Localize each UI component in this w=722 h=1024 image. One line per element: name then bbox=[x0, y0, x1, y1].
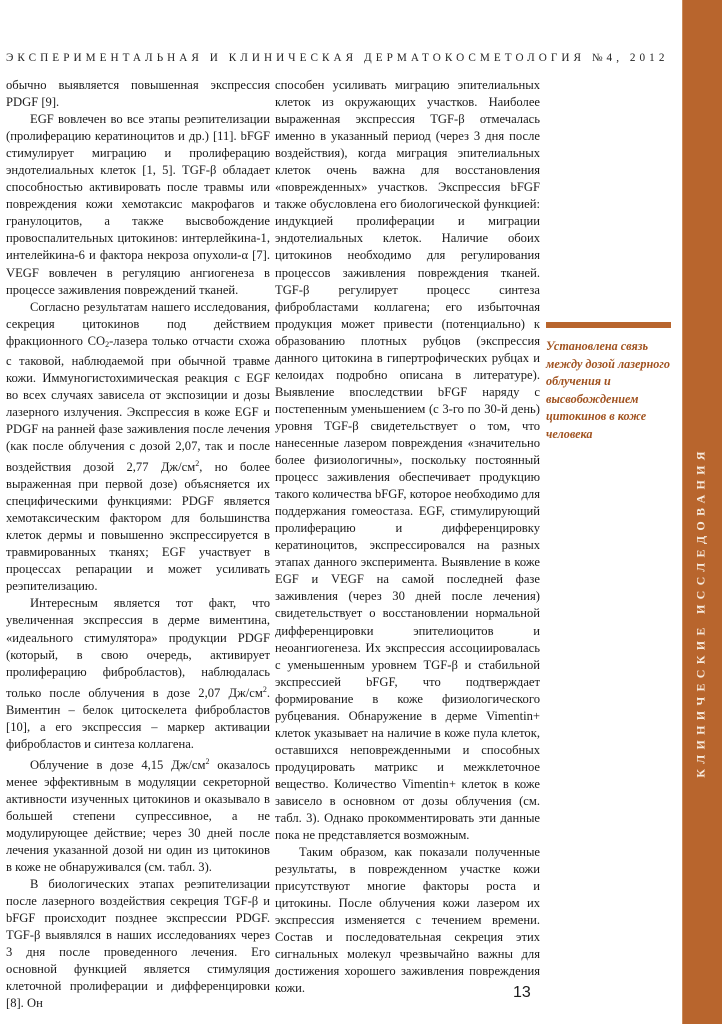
text-run: , но более выраженная при первой дозе) объясняется их специфическими функциями: PDGF является хемотаксическим фактором для большинства клеток дермы и повышенно экспрессируется в травмированных тканях; EGF участвует в процессах репарации и может усиливать реэпителизацию. bbox=[6, 460, 270, 594]
paragraph bbox=[6, 299, 270, 596]
text-run: оказалось менее эффективным в модуляции секреторной активности изученных цитокинов и оказывало в большей степени супрессивное, а не модулирующее действие; через 30 дней после лечения указанной дозой ни один из цитокинов в коже не обнаруживался (см. табл. 3). bbox=[6, 757, 270, 875]
superscript: 2 bbox=[262, 684, 267, 694]
paragraph: EGF вовлечен во все этапы реэпителизации (пролиферацию кератиноцитов и др.) [11]. bFGF стимулирует миграцию и пролиферацию эндотелиальных клеток [1, 5]. TGF-β обладает способностью активировать после травмы или повреждения кожи хемотаксис макрофагов и гранулоцитов, а также высвобождение провоспалительных цитокинов: интерлейкина-1, интелейкина-6 и фактора некроза опухоли-α [7]. VEGF вовлечен в регуляцию ангиогенеза в процессе заживления повреждений тканей. bbox=[6, 112, 270, 297]
paragraph: способен усиливать миграцию эпителиальных клеток из окружающих участков. Наиболее выраженная экспрессия TGF-β отмечалась именно в указанный период (через 3 дня после воздействия), когда миграция эпителиальных клеток очень важна для восстановления «поврежденных» участков. Экспрессия bFGF также обусловлена его биологической функцией: индукцией пролиферации и миграции эндотелиальных клеток. Наличие обоих цитокинов необходимо для регулирования процессов заживления повреждения тканей. TGF-β регулирует процесс синтеза фибробластами коллагена; его избыточная продукция может привести (потенциально) к образованию плотных рубцов (экспрессия данного цитокина в гипертрофических рубцах и келоидах подробно описана в литературе). Выявление впоследствии bFGF наряду с постепенным уменьшением (с 3-го по 30-й день) уровня TGF-β свидетельствует о том, что нанесенные лазером повреждения «значительно более физиологичны», поскольку постоянный процесс заживления обеспечивает продукцию такого количества bFGF, которое необходимо для поддержания гомеостаза. EGF, стимулирующий пролиферацию и дифференцировку кератиноцитов, экспрессировался на разных этапах данного эксперимента. Выявление в коже EGF и VEGF на самой последней фазе заживления (через 30 дней после лечения) свидетельствует о восстановлении нормальной дифференцировки эпителиоцитов и неоангиогенеза. Их экспрессия ассоциировалась с уменьшенным уровнем TGF-β и стабильной экспрессией bFGF, что подтверждает формирование в коже физиологического рубцевания. Обнаружение в дерме Vimentin+ клеток указывает на наличие в коже пула клеток, оставшихся неповрежденными и способных продуцировать матрикс и межклеточное вещество. Количество Vimentin+ клеток в коже зависело в основном от дозы облучения (см. табл. 3). Однако прокомментировать эти данные пока не представляется возможным. bbox=[275, 78, 540, 843]
pull-quote: Установлена связь между дозой лазерного облучения и высвобождением цитокинов в коже человека bbox=[546, 339, 670, 441]
subscript: 2 bbox=[105, 339, 110, 349]
page-number: 13 bbox=[513, 984, 531, 1001]
paragraph bbox=[6, 753, 270, 876]
callout-divider bbox=[546, 322, 671, 328]
superscript: 2 bbox=[205, 756, 210, 766]
text-run: -лазера только отчасти схожа с таковой, наблюдаемой при обычной травме кожи. Иммуногистохимическая реакция с EGF во всех случаях зависела от экспозиции и дозы лазерного излучения. Экспрессия в коже EGF и PDGF на ранней фазе заживления после лечения (как после облучения с дозой 2,07, так и после воздействия дозой 2,77 Дж/см bbox=[6, 333, 270, 475]
superscript: 2 bbox=[195, 459, 200, 469]
paragraph bbox=[6, 595, 270, 752]
text-run: Облучение в дозе 4,15 Дж/см bbox=[30, 757, 206, 772]
section-label: КЛИНИЧЕСКИЕ ИССЛЕДОВАНИЯ bbox=[693, 446, 708, 778]
text-run: Интересным является тот факт, что увеличенная экспрессия в дерме виментина, «идеального стимулятора» продукции PDGF (который, в свою очередь, активирует пролиферацию фибробластов), наблюдалась только после облучения в дозе 2,07 Дж/см bbox=[6, 596, 270, 700]
paragraph: обычно выявляется повышенная экспрессия PDGF [9]. bbox=[6, 78, 270, 110]
middle-column bbox=[275, 77, 540, 998]
text-run: Согласно результатам нашего исследования, секреция цитокинов под действием фракционного CO bbox=[6, 299, 270, 348]
running-head: ЭКСПЕРИМЕНТАЛЬНАЯ И КЛИНИЧЕСКАЯ ДЕРМАТОКОСМЕТОЛОГИЯ №4, 2012 bbox=[6, 52, 669, 64]
left-column bbox=[6, 77, 270, 1013]
paragraph: Таким образом, как показали полученные результаты, в поврежденном участке кожи присутствуют многие факторы роста и цитокины. После облучения кожи лазером их экспрессия изменяется с течением времени. Состав и последовательная секреция этих сигнальных молекул чрезвычайно важны для достижения хорошего заживления повреждения кожи. bbox=[275, 845, 540, 996]
text-run: . Виментин – белок цитоскелета фибробластов [10], а его экспрессия – маркер активации фибробластов и синтеза коллагена. bbox=[6, 685, 270, 751]
paragraph: В биологических этапах реэпителизации после лазерного воздействия секреция TGF-β и bFGF происходит позднее экспрессии PDGF. TGF-β выявлялся в наших исследованиях через 3 дня после проведенного лечения. Его основной функцией является стимуляция клеточной пролиферации и дифференцировки [8]. Он bbox=[6, 877, 270, 1011]
